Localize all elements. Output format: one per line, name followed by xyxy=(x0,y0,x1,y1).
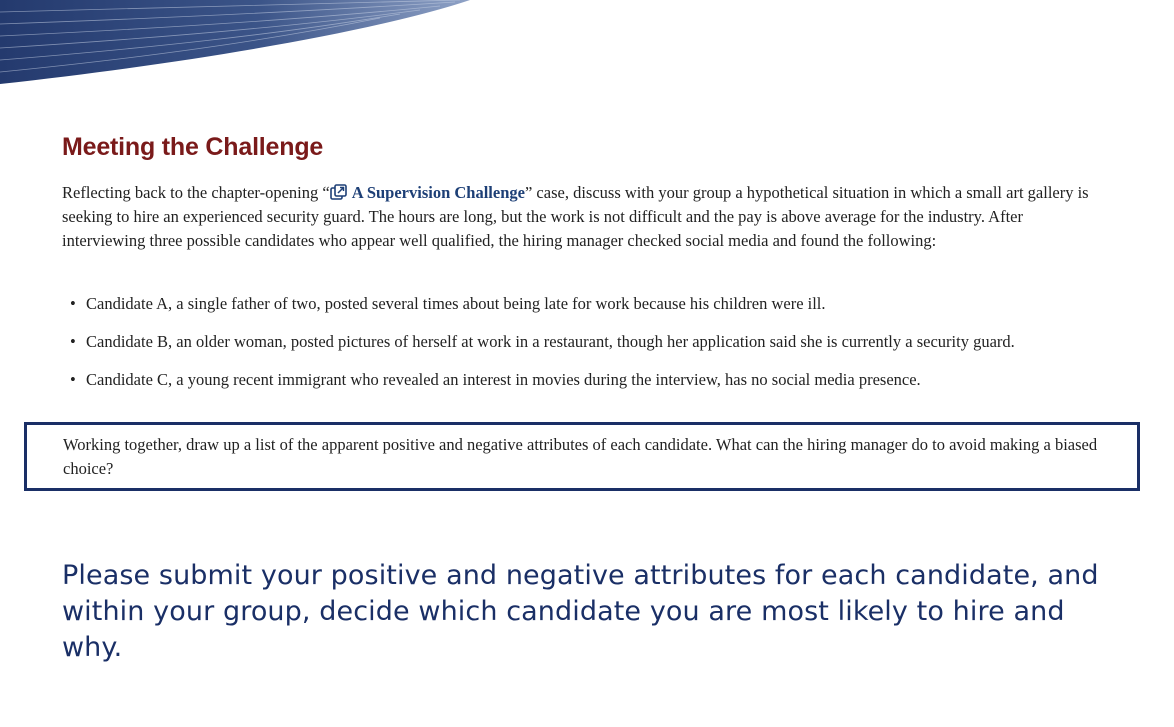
bullet-symbol: • xyxy=(70,370,76,389)
list-item xyxy=(62,330,1110,354)
candidate-text: Candidate B, an older woman, posted pictures of herself at work in a restaurant, though her application said she is currently a security guard. xyxy=(86,332,1015,351)
submission-instruction: Please submit your positive and negative attributes for each candidate, and within your group, decide which candidate you are most likely to hire and why. xyxy=(62,560,1099,663)
intro-text-after: ” case, discuss with your group a hypothetical situation in which a small art gallery is seeking to hire an experienced security guard. The hours are long, but the work is not difficult and the pay is above average for the industry. After interviewing three possible candidates who appear well qualified, the hiring manager checked social media and found the following: xyxy=(62,183,1089,250)
bullet-symbol: • xyxy=(70,294,76,313)
challenge-prompt: Working together, draw up a list of the apparent positive and negative attributes of each candidate. What can the hiring manager do to avoid making a biased choice? xyxy=(63,435,1098,478)
challenge-box xyxy=(24,422,1140,491)
section-heading: Meeting the Challenge xyxy=(62,133,324,161)
list-item xyxy=(62,368,1110,392)
intro-text-before: Reflecting back to the chapter-opening “ xyxy=(62,183,330,202)
supervision-challenge-link[interactable] xyxy=(330,183,525,202)
candidate-text: Candidate C, a young recent immigrant who revealed an interest in movies during the interview, has no social media presence. xyxy=(86,370,921,389)
intro-paragraph xyxy=(62,181,1110,253)
list-item xyxy=(62,292,1110,316)
link-label: A Supervision Challenge xyxy=(351,183,525,202)
candidate-text: Candidate A, a single father of two, posted several times about being late for work because his children were ill. xyxy=(86,294,826,313)
candidate-list xyxy=(62,292,1110,406)
bullet-symbol: • xyxy=(70,332,76,351)
external-link-icon xyxy=(330,184,348,200)
decorative-swoosh xyxy=(0,0,470,90)
